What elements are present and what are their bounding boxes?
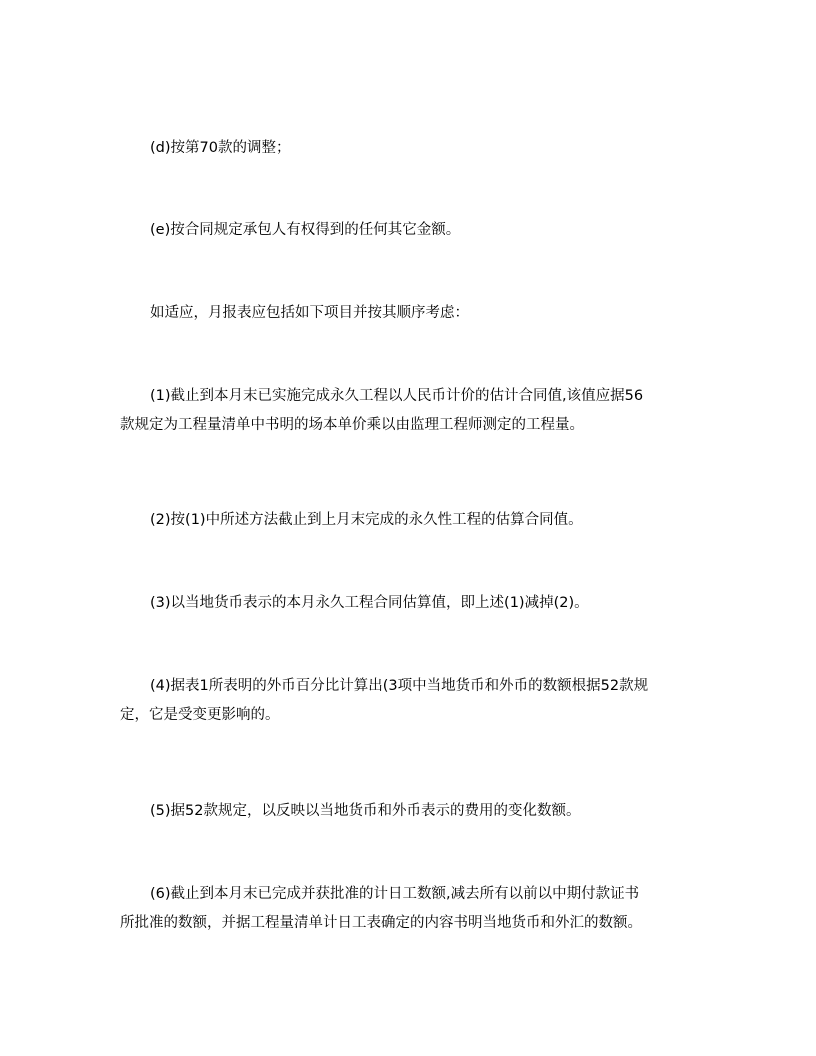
paragraph-item-1 (120, 382, 700, 440)
paragraph-e (120, 216, 700, 245)
paragraph-line: (1)截止到本月末已实施完成永久工程以人民币计价的估计合同值,该值应据56 (150, 388, 644, 404)
paragraph-line: 所批准的数额，并据工程量清单计日工表确定的内容书明当地货币和外汇的数额。 (120, 915, 642, 931)
paragraph-line: (e)按合同规定承包人有权得到的任何其它金额。 (150, 222, 461, 238)
paragraph-line: (3)以当地货币表示的本月永久工程合同估算值，即上述(1)减掉(2)。 (150, 595, 589, 611)
paragraph-line: 款规定为工程量清单中书明的场本单价乘以由监理工程师测定的工程量。 (120, 417, 584, 433)
paragraph-item-2 (120, 506, 700, 535)
paragraph-item-4 (120, 672, 700, 730)
paragraph-line: (2)按(1)中所述方法截止到上月末完成的永久性工程的估算合同值。 (150, 512, 583, 528)
paragraph-d (120, 134, 700, 163)
paragraph-item-5 (120, 797, 700, 826)
paragraph-line: (d)按第70款的调整； (150, 140, 291, 156)
paragraph-line: (4)据表1所表明的外币百分比计算出(3项中当地货币和外币的数额根据52款规 (150, 678, 649, 694)
paragraph-line: (5)据52款规定，以反映以当地货币和外币表示的费用的变化数额。 (150, 803, 581, 819)
paragraph-item-6 (120, 880, 700, 938)
paragraph-line: 定，它是受变更影响的。 (120, 707, 280, 723)
paragraph-item-3 (120, 589, 700, 618)
paragraph-line: (6)截止到本月末已完成并获批准的计日工数额,减去所有以前以中期付款证书 (150, 886, 640, 902)
paragraph-line: 如适应，月报表应包括如下项目并按其顺序考虑： (150, 305, 469, 321)
paragraph-intro (120, 299, 700, 328)
